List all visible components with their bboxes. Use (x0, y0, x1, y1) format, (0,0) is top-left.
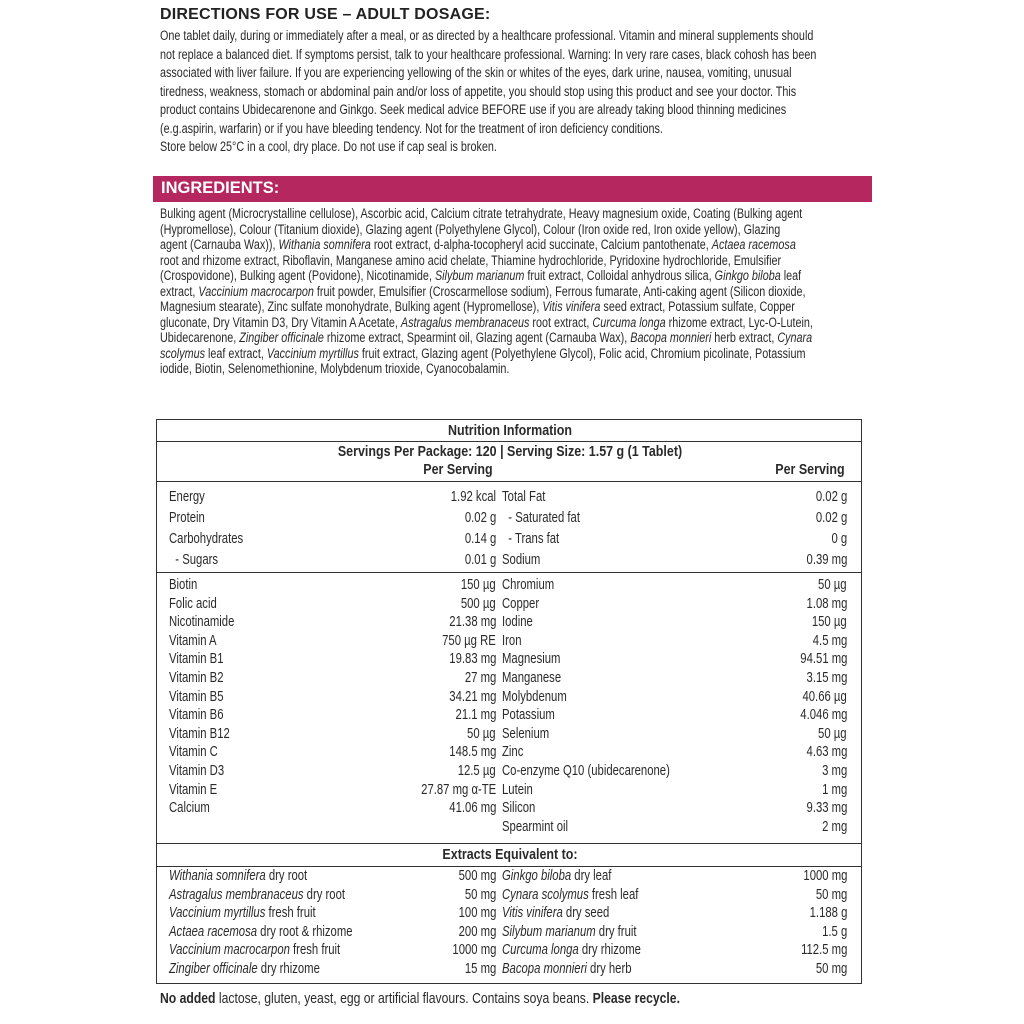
nutrient-label: Nicotinamide (169, 614, 235, 631)
ingredients-line (160, 330, 848, 346)
botanical-name: Actaea racemosa (169, 923, 258, 940)
nutrient-value: 200 mg (458, 923, 496, 940)
nutrient-row (502, 509, 847, 530)
directions-line: tiredness, weakness, stomach or abdominal pain and/or loss of appetite, you should stop using this product and see your doctor. This (160, 83, 797, 99)
botanical-name: Vaccinium myrtillus (169, 905, 266, 922)
nutrient-label (502, 886, 638, 905)
botanical-name: Actaea racemosa (711, 237, 796, 253)
nutrient-label: Spearmint oil (502, 818, 569, 835)
nutrient-value: 500 mg (458, 868, 496, 884)
nutrient-label: Folic acid (169, 595, 217, 612)
recycle-label: Please recycle. (592, 991, 680, 1007)
botanical-name: Vitis vinifera (542, 299, 601, 315)
ingredients-line (160, 299, 848, 315)
nutrient-label: Vitamin C (169, 744, 218, 761)
nutrient-row (169, 576, 496, 595)
nutrient-value: 150 µg (812, 614, 847, 631)
nutrient-label: Protein (169, 510, 205, 526)
nutrient-label: Energy (169, 489, 205, 505)
nutrient-label: Carbohydrates (169, 531, 244, 547)
nutrient-row (169, 799, 496, 818)
extracts-right-column (502, 867, 847, 979)
nutrient-label: Co-enzyme Q10 (ubidecarenone) (502, 762, 670, 779)
nutrient-label: Vitamin B2 (169, 669, 224, 686)
divider (157, 441, 861, 442)
nutrient-row (502, 904, 847, 923)
ingredients-text-segment: rhizome extract, Lyc-O-Lutein, (665, 314, 813, 330)
nutrient-label: Vitamin A (169, 632, 217, 649)
ingredients-text-segment: Ubidecarenone, (160, 330, 240, 346)
nutrient-row (169, 867, 496, 886)
ingredients-line (160, 206, 848, 222)
botanical-name: Zingiber officinale (169, 960, 258, 977)
extract-part: dry root (265, 868, 308, 884)
nutrient-label: Total Fat (502, 489, 546, 505)
macros-left-column (169, 488, 496, 572)
nutrient-row (502, 650, 847, 669)
nutrient-label (502, 904, 609, 923)
directions-text (160, 27, 900, 157)
nutrient-value: 0.02 g (464, 510, 496, 526)
nutrient-value: 19.83 mg (448, 651, 496, 668)
botanical-name: Vaccinium macrocarpon (198, 283, 314, 299)
nutrient-label: - Trans fat (502, 531, 560, 547)
nutrient-value: 21.1 mg (455, 707, 496, 724)
nutrient-label (169, 941, 340, 960)
nutrient-label: Lutein (502, 781, 533, 798)
nutrient-value: 1.08 mg (806, 595, 847, 612)
nutrient-label: Potassium (502, 707, 555, 724)
nutrient-row (169, 613, 496, 632)
micronutrients-left-column (169, 576, 496, 818)
nutrient-label: Vitamin B5 (169, 688, 224, 705)
nutrient-row (169, 509, 496, 530)
divider (157, 481, 861, 482)
ingredients-text-segment: root and rhizome extract, Riboflavin, Manganese amino acid chelate, Thiamine hydrochloride, Pyridoxine hydrochloride, Emulsifier (160, 252, 782, 268)
nutrient-value: 150 µg (461, 577, 496, 593)
nutrient-row (502, 613, 847, 632)
nutrient-row (502, 706, 847, 725)
nutrient-row (169, 632, 496, 651)
directions-line: (e.g.aspirin, warfarin) or if you have bleeding tendency. Not for the treatment of iron deficiency conditions. (160, 120, 663, 136)
nutrient-value: 41.06 mg (448, 800, 496, 817)
nutrient-value: 0.39 mg (806, 552, 847, 568)
nutrient-label: Calcium (169, 800, 210, 817)
extract-part: fresh fruit (265, 905, 316, 922)
ingredients-text (160, 206, 1020, 377)
ingredients-title: INGREDIENTS: (161, 179, 280, 197)
nutrient-label (169, 867, 307, 886)
nutrient-value: 50 mg (815, 960, 847, 977)
botanical-name: Withania somnifera (169, 868, 266, 884)
ingredients-text-segment: root extract, (529, 314, 593, 330)
nutrient-label: Vitamin B1 (169, 651, 224, 668)
nutrient-label (169, 904, 316, 923)
nutrient-label: Vitamin B12 (169, 725, 230, 742)
nutrient-row (169, 762, 496, 781)
nutrient-label (502, 941, 641, 960)
per-serving-header-left: Per Serving (423, 462, 493, 478)
nutrient-label (169, 923, 353, 942)
ingredients-text-segment: iodide, Biotin, Selenomethionine, Molybdenum trioxide, Cyanocobalamin. (160, 361, 510, 377)
botanical-name: Ginkgo biloba (714, 268, 781, 284)
botanical-name: Ginkgo biloba (502, 868, 572, 884)
nutrient-value: 9.33 mg (806, 800, 847, 817)
nutrient-value: 1.92 kcal (450, 489, 496, 505)
nutrient-row (502, 595, 847, 614)
macros-right-column (502, 488, 847, 572)
ingredients-text-segment: extract, (160, 283, 199, 299)
nutrient-value: 750 µg RE (442, 632, 496, 649)
nutrient-row (169, 706, 496, 725)
directions-title: DIRECTIONS FOR USE – ADULT DOSAGE: (160, 6, 491, 23)
nutrient-value: 3 mg (821, 762, 847, 779)
nutrient-value: 50 µg (467, 725, 496, 742)
nutrient-value: 1000 mg (802, 868, 847, 884)
per-serving-header-right: Per Serving (775, 462, 845, 478)
extract-part: dry herb (586, 960, 632, 977)
nutrient-value: 4.046 mg (799, 707, 847, 724)
nutrient-value: 1.5 g (821, 923, 847, 940)
nutrient-label (502, 867, 611, 886)
ingredients-header-bar (153, 176, 872, 202)
nutrient-label: Silicon (502, 800, 536, 817)
nutrient-value: 4.5 mg (812, 632, 847, 649)
directions-line: product contains Ubidecarenone and Ginkgo. Seek medical advice BEFORE use if you are already taking blood thinning medicines (160, 102, 787, 117)
nutrient-value: 50 µg (818, 577, 847, 593)
nutrient-label: Magnesium (502, 651, 561, 668)
nutrient-label (169, 886, 345, 905)
footer-text: lactose, gluten, yeast, egg or artificial flavours. Contains soya beans. (215, 991, 593, 1007)
nutrition-information-panel (156, 419, 862, 984)
botanical-name: Curcuma longa (592, 314, 666, 330)
nutrient-value: 94.51 mg (799, 651, 847, 668)
nutrient-label: Zinc (502, 744, 524, 761)
botanical-name: Silybum marianum (434, 268, 525, 284)
nutrient-row (169, 650, 496, 669)
nutrient-row (169, 530, 496, 551)
nutrient-row (502, 632, 847, 651)
nutrient-row (502, 743, 847, 762)
ingredients-line (160, 346, 848, 362)
botanical-name: Cynara (777, 330, 813, 346)
extract-part: fresh leaf (588, 886, 639, 903)
nutrient-value: 1.188 g (809, 905, 847, 922)
divider (157, 572, 861, 573)
ingredients-text-segment: leaf extract, (205, 345, 267, 361)
botanical-name: Astragalus membranaceus (169, 886, 304, 903)
nutrient-value: 12.5 µg (458, 762, 496, 779)
ingredients-text-segment: seed extract, Potassium sulfate, Copper (600, 299, 795, 315)
nutrient-row (502, 688, 847, 707)
ingredients-line (160, 361, 848, 377)
nutrient-value: 50 mg (464, 886, 496, 903)
nutrient-value: 100 mg (458, 905, 496, 922)
nutrient-row (169, 688, 496, 707)
nutrient-value: 1 mg (821, 781, 847, 798)
directions-line: not replace a balanced diet. If symptoms persist, talk to your healthcare professional. Warning: In very rare cases, black cohosh has been (160, 46, 817, 62)
extract-part: dry rhizome (578, 942, 641, 959)
nutrient-value: 2 mg (821, 818, 847, 835)
no-added-label: No added (160, 991, 216, 1007)
ingredients-text-segment: (Crospovidone), Bulking agent (Povidone), Nicotinamide, (160, 268, 435, 284)
extract-part: fresh fruit (289, 942, 341, 959)
divider (157, 843, 861, 844)
nutrient-label: Copper (502, 595, 540, 612)
nutrient-row (169, 904, 496, 923)
nutrition-title: Nutrition Information (447, 423, 572, 439)
extract-part: dry seed (562, 905, 610, 922)
nutrient-label: Biotin (169, 577, 198, 593)
ingredients-line (160, 237, 848, 253)
nutrient-label (169, 960, 320, 979)
nutrient-value: 112.5 mg (800, 942, 847, 959)
nutrient-label (502, 960, 632, 979)
extract-part: dry leaf (571, 868, 612, 884)
nutrient-row (502, 488, 847, 509)
nutrient-value: 21.38 mg (448, 614, 496, 631)
botanical-name: Vaccinium macrocarpon (169, 942, 290, 959)
ingredients-line (160, 315, 848, 331)
ingredients-text-segment: Bulking agent (Microcrystalline cellulose), Ascorbic acid, Calcium citrate tetrahydrate, Heavy magnesium oxide, Coating (Bulking agent (160, 206, 803, 221)
nutrient-row (169, 743, 496, 762)
nutrient-label: Iron (502, 632, 522, 649)
ingredients-line (160, 222, 848, 238)
botanical-name: Zingiber officinale (239, 330, 324, 346)
ingredients-text-segment: fruit powder, Emulsifier (Croscarmellose sodium), Ferrous fumarate, Anti-caking agent (Silicon dioxide, (313, 283, 806, 299)
nutrient-value: 4.63 mg (806, 744, 847, 761)
nutrient-label: Selenium (502, 725, 550, 742)
extracts-title: Extracts Equivalent to: (442, 847, 578, 863)
nutrient-label: Vitamin E (169, 781, 218, 798)
nutrient-value: 1000 mg (451, 942, 496, 959)
nutrient-row (502, 781, 847, 800)
ingredients-line (160, 284, 848, 300)
nutrient-value: 0.02 g (815, 510, 847, 526)
nutrient-row (502, 960, 847, 979)
nutrient-row (502, 762, 847, 781)
nutrient-label: Manganese (502, 669, 562, 686)
nutrient-value: 0 g (831, 531, 847, 547)
nutrient-row (169, 923, 496, 942)
nutrient-row (169, 941, 496, 960)
nutrient-value: 0.14 g (464, 531, 496, 547)
nutrient-row (502, 923, 847, 942)
nutrient-row (502, 530, 847, 551)
nutrient-value: 40.66 µg (802, 688, 847, 705)
ingredients-text-segment: agent (Carnauba Wax)), (160, 237, 279, 253)
nutrient-label: Molybdenum (502, 688, 567, 705)
botanical-name: Bacopa monnieri (502, 960, 587, 977)
botanical-name: Cynara scolymus (502, 886, 589, 903)
nutrient-label: Iodine (502, 614, 533, 631)
nutrient-value: 148.5 mg (448, 744, 496, 761)
nutrient-row (169, 669, 496, 688)
nutrient-value: 0.01 g (464, 552, 496, 568)
ingredients-line (160, 253, 848, 269)
ingredients-text-segment: (Hypromellose), Colour (Titanium dioxide), Glazing agent (Polyethylene Glycol), Colour (Iron oxide red, Iron oxide yellow), Glazing (160, 221, 781, 237)
botanical-name: Curcuma longa (502, 942, 579, 959)
botanical-name: Bacopa monnieri (630, 330, 712, 346)
nutrient-value: 0.02 g (815, 489, 847, 505)
nutrient-label: - Sugars (169, 552, 219, 568)
nutrient-row (502, 818, 847, 837)
nutrient-label: - Saturated fat (502, 510, 580, 526)
nutrient-value: 15 mg (464, 960, 496, 977)
nutrient-row (502, 576, 847, 595)
nutrient-value: 50 mg (815, 886, 847, 903)
nutrient-value: 500 µg (461, 595, 496, 612)
nutrient-row (169, 781, 496, 800)
nutrient-row (169, 886, 496, 905)
ingredients-text-segment: herb extract, (711, 330, 778, 346)
nutrient-value: 34.21 mg (448, 688, 496, 705)
directions-line: One tablet daily, during or immediately after a meal, or as directed by a healthcare professional. Vitamin and mineral supplements should (160, 28, 814, 43)
nutrient-row (502, 551, 847, 572)
extract-part: dry root & rhizome (257, 923, 353, 940)
nutrient-row (502, 725, 847, 744)
nutrient-row (502, 886, 847, 905)
ingredients-text-segment: Magnesium stearate), Zinc sulfate monohydrate, Bulking agent (Hypromellose), (160, 299, 543, 315)
extract-part: dry rhizome (257, 960, 320, 977)
botanical-name: Astragalus membranaceus (400, 314, 530, 330)
nutrient-value: 27.87 mg α-TE (420, 781, 496, 798)
servings-line: Servings Per Package: 120 | Serving Size: 1.57 g (1 Tablet) (337, 444, 683, 460)
footer-note (160, 991, 680, 1007)
nutrient-row (169, 960, 496, 979)
nutrient-row (169, 595, 496, 614)
nutrient-value: 50 µg (818, 725, 847, 742)
nutrient-row (502, 799, 847, 818)
nutrient-value: 27 mg (464, 669, 496, 686)
nutrient-value: 3.15 mg (806, 669, 847, 686)
ingredients-text-segment: rhizome extract, Spearmint oil, Glazing agent (Carnauba Wax), (323, 330, 631, 346)
ingredients-line (160, 268, 848, 284)
nutrient-label: Sodium (502, 552, 541, 568)
nutrient-row (169, 488, 496, 509)
nutrient-row (169, 725, 496, 744)
ingredients-text-segment: root extract, d-alpha-tocopheryl acid succinate, Calcium pantothenate, (370, 237, 712, 253)
ingredients-text-segment: fruit extract, Glazing agent (Polyethylene Glycol), Folic acid, Chromium picolinate, Potassium (358, 345, 806, 361)
botanical-name: Vitis vinifera (502, 905, 563, 922)
ingredients-text-segment: leaf (780, 268, 802, 284)
nutrient-row (502, 867, 847, 886)
botanical-name: scolymus (160, 345, 206, 361)
directions-line: Store below 25°C in a cool, dry place. Do not use if cap seal is broken. (160, 139, 497, 154)
nutrient-label: Vitamin D3 (169, 762, 225, 779)
nutrient-label (502, 923, 637, 942)
extract-part: dry fruit (595, 923, 637, 940)
nutrient-row (502, 941, 847, 960)
botanical-name: Silybum marianum (502, 923, 596, 940)
ingredients-text-segment: fruit extract, Colloidal anhydrous silica, (524, 268, 715, 284)
nutrient-row (169, 551, 496, 572)
botanical-name: Vaccinium myrtillus (266, 345, 359, 361)
ingredients-text-segment: gluconate, Dry Vitamin D3, Dry Vitamin A Acetate, (160, 314, 401, 330)
extracts-left-column (169, 867, 496, 979)
directions-line: associated with liver failure. If you are experiencing yellowing of the skin or whites of the eyes, dark urine, nausea, vomiting, unusual (160, 65, 792, 80)
botanical-name: Withania somnifera (278, 237, 371, 253)
nutrient-label: Chromium (502, 577, 555, 593)
nutrient-label: Vitamin B6 (169, 707, 224, 724)
extract-part: dry root (303, 886, 346, 903)
micronutrients-right-column (502, 576, 847, 836)
nutrient-row (502, 669, 847, 688)
